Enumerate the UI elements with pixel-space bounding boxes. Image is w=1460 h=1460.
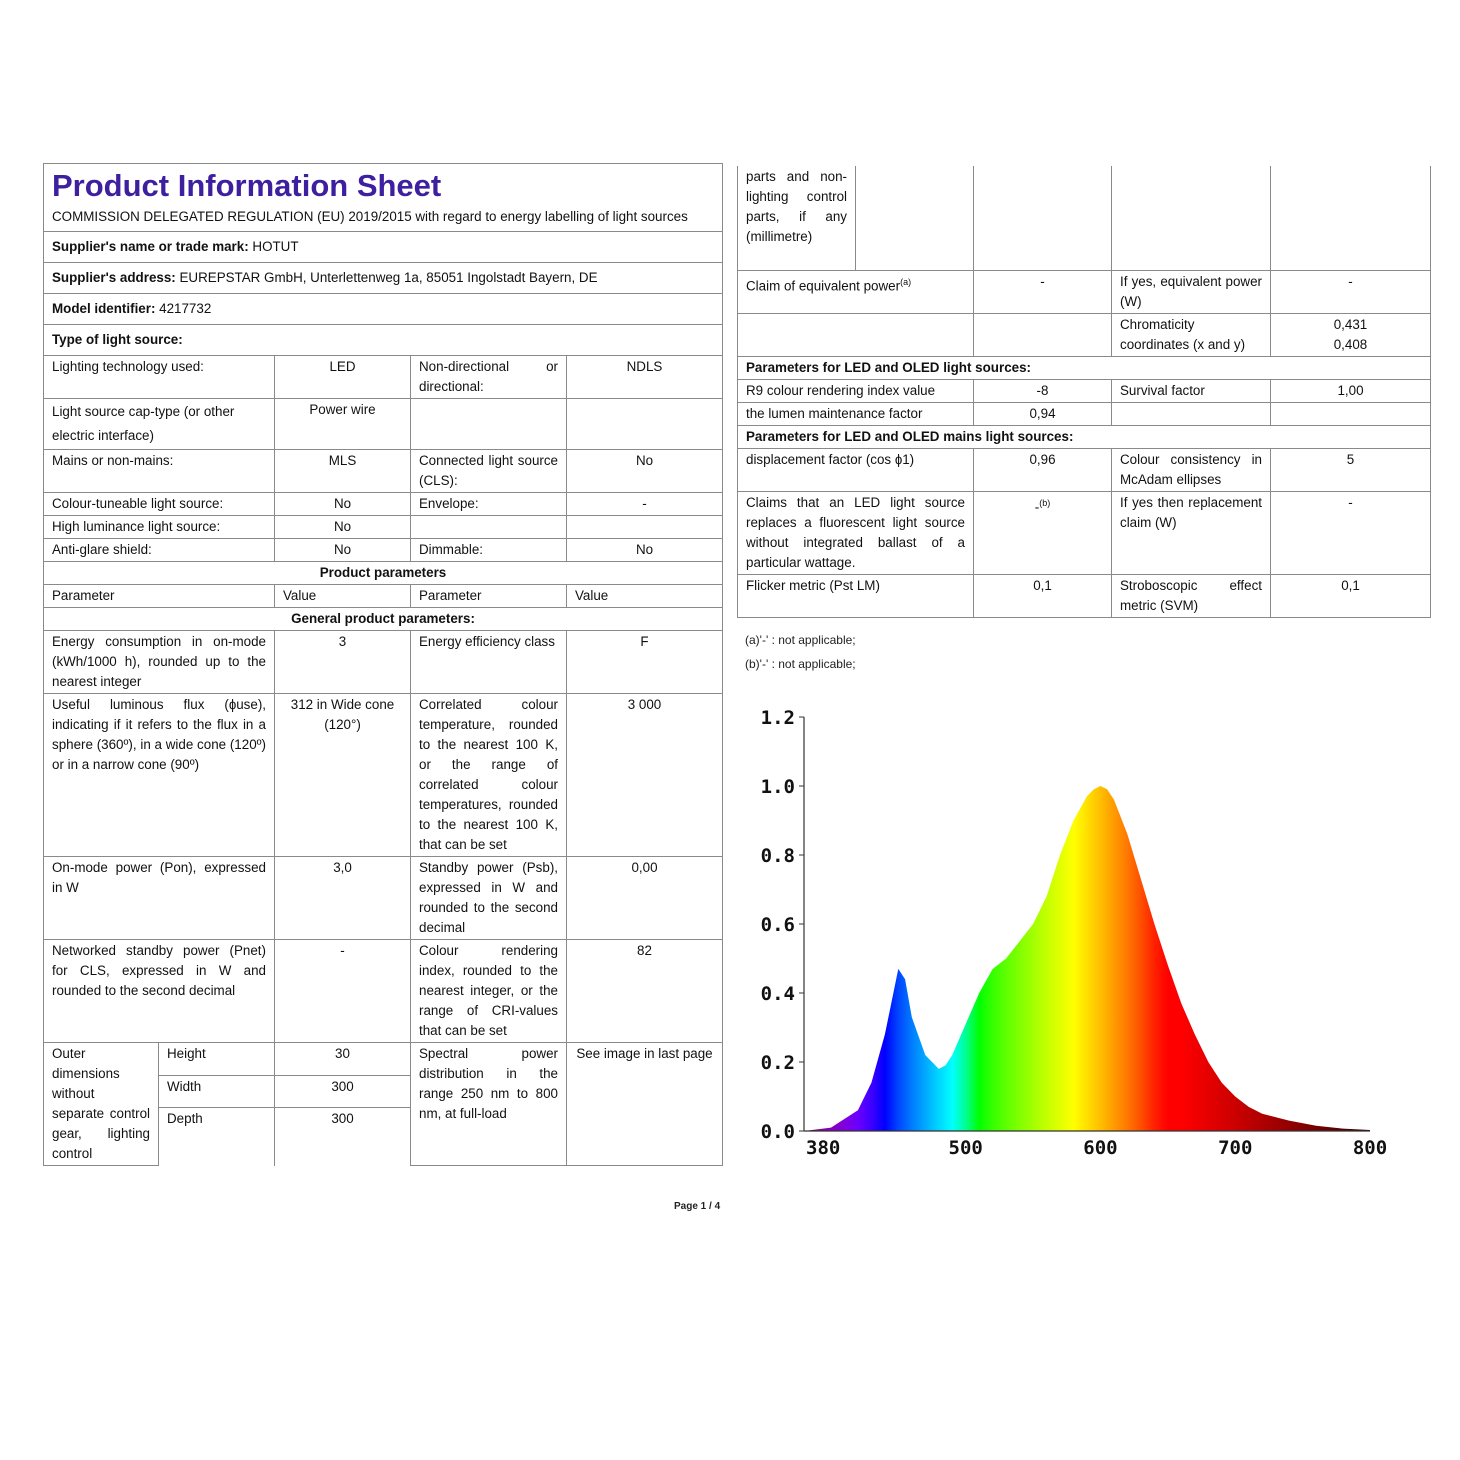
replacement-claim-value: - xyxy=(1271,491,1431,574)
chromaticity-y: 0,408 xyxy=(1333,336,1368,352)
param-name: Dimmable: xyxy=(411,539,567,562)
x-tick-label: 380 xyxy=(806,1137,841,1159)
claim-equivalent-power-label xyxy=(738,270,974,313)
y-tick-label: 0.8 xyxy=(760,845,795,867)
param-value: No xyxy=(567,450,723,493)
param-value: 3 xyxy=(275,631,411,694)
x-tick-label: 500 xyxy=(948,1137,983,1159)
param-value: No xyxy=(275,539,411,562)
param-name xyxy=(411,399,567,450)
claim-label-text: Claim of equivalent power xyxy=(746,277,901,293)
type-row xyxy=(44,539,723,562)
param-name: Energy consumption in on-mode (kWh/1000 h), rounded up to the nearest integer xyxy=(44,631,275,694)
y-tick-label: 0.0 xyxy=(760,1121,795,1143)
param-value xyxy=(567,399,723,450)
empty-cell xyxy=(856,166,974,270)
param-name: Standby power (Psb), expressed in W and rounded to the second decimal xyxy=(411,857,567,940)
chromaticity-value xyxy=(1271,313,1431,356)
column-header-parameter: Parameter xyxy=(411,585,567,608)
param-name: Envelope: xyxy=(411,493,567,516)
stroboscopic-value: 0,1 xyxy=(1271,574,1431,617)
claims-footnote-mark: (b) xyxy=(1039,497,1051,508)
empty-cell xyxy=(1271,402,1431,425)
lumen-maintenance-value: 0,94 xyxy=(974,402,1112,425)
param-value: Power wire xyxy=(275,399,411,450)
x-tick-label: 800 xyxy=(1352,1137,1388,1159)
column-header-row xyxy=(44,585,723,608)
supplier-address-label: Supplier's address: xyxy=(52,270,176,285)
param-value: 0,00 xyxy=(567,857,723,940)
footnote-b: (b)'-' : not applicable; xyxy=(745,657,856,671)
chromaticity-row xyxy=(738,313,1431,356)
flicker-row xyxy=(738,574,1431,617)
chromaticity-x: 0,431 xyxy=(1333,316,1368,332)
type-row xyxy=(44,356,723,399)
displacement-label: displacement factor (cos ɸ1) xyxy=(738,448,974,491)
param-name: Mains or non-mains: xyxy=(44,450,275,493)
claims-label: Claims that an LED light source replaces a fluorescent light source without integrated ballast of a particular wattage. xyxy=(738,491,974,574)
colour-consistency-value: 5 xyxy=(1271,448,1431,491)
height-value: 30 xyxy=(275,1043,411,1076)
param-value xyxy=(567,516,723,539)
column-header-value: Value xyxy=(567,585,723,608)
empty-cell xyxy=(1112,166,1271,270)
y-tick-label: 0.4 xyxy=(760,983,795,1005)
continued-text: parts and non-lighting control parts, if any (millimetre) xyxy=(738,166,856,270)
general-row xyxy=(44,857,723,940)
param-name: Useful luminous flux (ɸuse), indicating if it refers to the flux in a sphere (360º), in a wide cone (120º) or in a narrow cone (90º) xyxy=(44,694,275,857)
colour-consistency-label: Colour consistency in McAdam ellipses xyxy=(1112,448,1271,491)
equivalent-power-value: - xyxy=(1271,270,1431,313)
param-value: No xyxy=(567,539,723,562)
replacement-claim-label: If yes then replacement claim (W) xyxy=(1112,491,1271,574)
column-header-parameter: Parameter xyxy=(44,585,275,608)
claim-equivalent-power-value: - xyxy=(974,270,1112,313)
claims-value-text: - xyxy=(1034,498,1040,514)
type-row xyxy=(44,516,723,539)
led-parameters-heading: Parameters for LED and OLED light sources: xyxy=(738,356,1431,379)
continued-row xyxy=(738,166,1431,270)
empty-cell xyxy=(1271,166,1431,270)
general-parameters-heading: General product parameters: xyxy=(44,608,723,631)
r9-row xyxy=(738,379,1431,402)
page-number: Page 1 / 4 xyxy=(674,1201,721,1212)
y-tick-label: 1.0 xyxy=(760,776,795,798)
param-name: Correlated colour temperature, rounded to the nearest 100 K, or the range of correlated colour temperatures, rounded to the nearest 100 K, that can be set xyxy=(411,694,567,857)
equivalent-power-label: If yes, equivalent power (W) xyxy=(1112,270,1271,313)
general-row xyxy=(44,940,723,1043)
footnote-a: (a)'-' : not applicable; xyxy=(745,633,856,647)
model-identifier: 4217732 xyxy=(159,301,212,316)
model-label: Model identifier: xyxy=(52,301,156,316)
type-label: Type of light source: xyxy=(44,325,723,356)
supplier-name-label: Supplier's name or trade mark: xyxy=(52,239,249,254)
param-value: F xyxy=(567,631,723,694)
param-value: - xyxy=(275,940,411,1043)
empty-cell xyxy=(974,313,1112,356)
param-value: NDLS xyxy=(567,356,723,399)
param-name: Energy efficiency class xyxy=(411,631,567,694)
param-name: High luminance light source: xyxy=(44,516,275,539)
flicker-value: 0,1 xyxy=(974,574,1112,617)
param-value: 82 xyxy=(567,940,723,1043)
param-value: - xyxy=(567,493,723,516)
stroboscopic-label: Stroboscopic effect metric (SVM) xyxy=(1112,574,1271,617)
param-name: Connected light source (CLS): xyxy=(411,450,567,493)
claims-row xyxy=(738,491,1431,574)
displacement-value: 0,96 xyxy=(974,448,1112,491)
param-name: Lighting technology used: xyxy=(44,356,275,399)
r9-label: R9 colour rendering index value xyxy=(738,379,974,402)
width-label: Width xyxy=(159,1075,275,1108)
y-tick-label: 0.6 xyxy=(760,914,795,936)
param-value: 312 in Wide cone (120°) xyxy=(275,694,411,857)
spectral-distribution-label: Spectral power distribution in the range 250 nm to 800 nm, at full-load xyxy=(411,1043,567,1166)
general-row xyxy=(44,694,723,857)
x-tick-label: 600 xyxy=(1083,1137,1118,1159)
regulation-text: COMMISSION DELEGATED REGULATION (EU) 2019/2015 with regard to energy labelling of light sources xyxy=(44,206,723,232)
product-information-table xyxy=(43,163,723,1166)
model-row xyxy=(44,294,723,325)
param-name: Light source cap-type (or other electric interface) xyxy=(44,399,275,450)
param-value: 3,0 xyxy=(275,857,411,940)
empty-cell xyxy=(1112,402,1271,425)
depth-value: 300 xyxy=(275,1108,411,1166)
supplier-name: HOTUT xyxy=(252,239,299,254)
supplier-address: EUREPSTAR GmbH, Unterlettenweg 1a, 85051 Ingolstadt Bayern, DE xyxy=(179,270,598,285)
param-name: On-mode power (Pon), expressed in W xyxy=(44,857,275,940)
spectral-distribution-chart xyxy=(755,700,1405,1170)
dimensions-label: Outer dimensions without separate control gear, lighting control xyxy=(44,1043,159,1166)
lumen-maintenance-label: the lumen maintenance factor xyxy=(738,402,974,425)
title-cell xyxy=(44,164,723,207)
mains-parameters-heading: Parameters for LED and OLED mains light sources: xyxy=(738,425,1431,448)
type-row xyxy=(44,399,723,450)
product-parameters-heading: Product parameters xyxy=(44,562,723,585)
height-label: Height xyxy=(159,1043,275,1076)
claim-footnote-mark: (a) xyxy=(900,276,912,287)
param-name xyxy=(411,516,567,539)
dimension-row xyxy=(44,1043,723,1076)
x-tick-label: 700 xyxy=(1218,1137,1253,1159)
param-value: LED xyxy=(275,356,411,399)
page-title: Product Information Sheet xyxy=(52,168,442,203)
param-name: Colour-tuneable light source: xyxy=(44,493,275,516)
type-row xyxy=(44,450,723,493)
depth-label: Depth xyxy=(159,1108,275,1166)
r9-value: -8 xyxy=(974,379,1112,402)
param-value: 3 000 xyxy=(567,694,723,857)
chromaticity-label: Chromaticity coordinates (x and y) xyxy=(1112,313,1271,356)
flicker-label: Flicker metric (Pst LM) xyxy=(738,574,974,617)
survival-value: 1,00 xyxy=(1271,379,1431,402)
led-parameters-table xyxy=(737,166,1431,618)
lumen-row xyxy=(738,402,1431,425)
survival-label: Survival factor xyxy=(1112,379,1271,402)
param-name: Colour rendering index, rounded to the nearest integer, or the range of CRI-values that can be set xyxy=(411,940,567,1043)
param-value: No xyxy=(275,516,411,539)
param-name: Networked standby power (Pnet) for CLS, expressed in W and rounded to the second decimal xyxy=(44,940,275,1043)
spectral-distribution-value: See image in last page xyxy=(567,1043,723,1166)
column-header-value: Value xyxy=(275,585,411,608)
y-tick-group xyxy=(761,707,804,1143)
x-tick-group xyxy=(806,1137,1387,1159)
param-name: Anti-glare shield: xyxy=(44,539,275,562)
claims-value xyxy=(974,491,1112,574)
empty-cell xyxy=(738,313,974,356)
param-name: Non-directional or directional: xyxy=(411,356,567,399)
general-row xyxy=(44,631,723,694)
claim-row xyxy=(738,270,1431,313)
supplier-address-row xyxy=(44,263,723,294)
width-value: 300 xyxy=(275,1075,411,1108)
y-tick-label: 0.2 xyxy=(760,1052,795,1074)
supplier-name-row xyxy=(44,232,723,263)
y-tick-label: 1.2 xyxy=(760,707,795,729)
param-value: No xyxy=(275,493,411,516)
type-row xyxy=(44,493,723,516)
empty-cell xyxy=(974,166,1112,270)
displacement-row xyxy=(738,448,1431,491)
param-value: MLS xyxy=(275,450,411,493)
spectrum-area xyxy=(804,717,1370,1131)
